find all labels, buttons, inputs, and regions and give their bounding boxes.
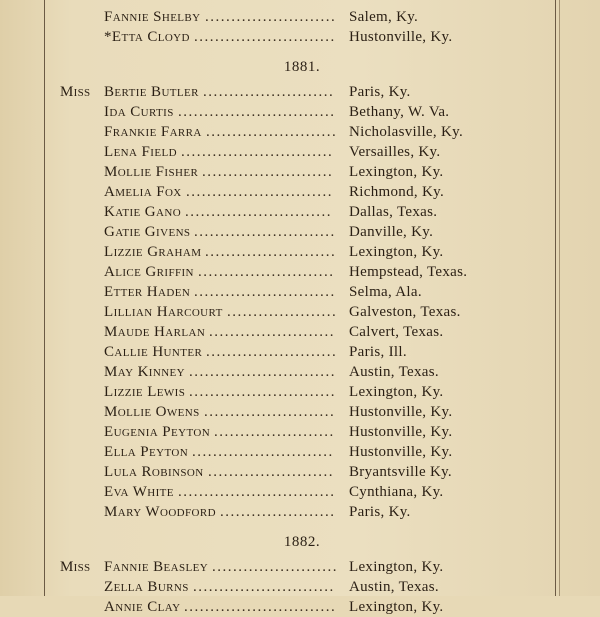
list-item bbox=[0, 577, 600, 597]
list-item bbox=[0, 597, 600, 617]
hometown: Salem, Ky. bbox=[349, 9, 419, 25]
list-item bbox=[0, 122, 600, 142]
list-item bbox=[0, 142, 600, 162]
list-item bbox=[0, 262, 600, 282]
hometown: Hustonville, Ky. bbox=[349, 424, 453, 440]
student-name: Ida Curtis bbox=[104, 104, 174, 120]
year-heading bbox=[0, 532, 600, 552]
leader-dots: ......................... bbox=[205, 9, 337, 25]
list-item bbox=[0, 27, 600, 47]
hometown: Paris, Ky. bbox=[349, 84, 411, 100]
hometown: Lexington, Ky. bbox=[349, 244, 444, 260]
list-item bbox=[0, 482, 600, 502]
hometown: Hustonville, Ky. bbox=[349, 29, 453, 45]
student-name: Callie Hunter bbox=[104, 344, 203, 360]
leader-dots: .............................. bbox=[178, 484, 336, 500]
leader-dots: ......................... bbox=[203, 84, 335, 100]
student-name: Lula Robinson bbox=[104, 464, 204, 480]
year-label: 1881. bbox=[283, 59, 321, 75]
leader-dots: ......................... bbox=[204, 404, 336, 420]
student-name: Bertie Butler bbox=[104, 84, 199, 100]
leader-dots: ............................. bbox=[181, 144, 334, 160]
list-item bbox=[0, 7, 600, 27]
hometown: Lexington, Ky. bbox=[349, 164, 444, 180]
list-item bbox=[0, 557, 600, 577]
leader-dots: ......................... bbox=[202, 164, 334, 180]
hometown: Lexington, Ky. bbox=[349, 599, 444, 615]
student-name: Zella Burns bbox=[104, 579, 189, 595]
hometown: Austin, Texas. bbox=[349, 364, 439, 380]
student-name: Frankie Farra bbox=[104, 124, 202, 140]
hometown: Hempstead, Texas. bbox=[349, 264, 468, 280]
student-name: Mollie Fisher bbox=[104, 164, 199, 180]
list-item bbox=[0, 402, 600, 422]
leader-dots: ........................ bbox=[208, 464, 334, 480]
hometown: Nicholasville, Ky. bbox=[349, 124, 463, 140]
hometown: Hustonville, Ky. bbox=[349, 444, 453, 460]
list-item bbox=[0, 242, 600, 262]
leader-dots: ..................... bbox=[227, 304, 338, 320]
hometown: Dallas, Texas. bbox=[349, 204, 438, 220]
leader-dots: ............................ bbox=[185, 204, 332, 220]
leader-dots: ........................ bbox=[212, 559, 338, 575]
student-name: Mary Woodford bbox=[104, 504, 216, 520]
hometown: Galveston, Texas. bbox=[349, 304, 461, 320]
list-item bbox=[0, 322, 600, 342]
leader-dots: ........................... bbox=[194, 284, 336, 300]
student-name: Lizzie Graham bbox=[104, 244, 202, 260]
leader-dots: ......................... bbox=[206, 344, 338, 360]
list-item bbox=[0, 362, 600, 382]
student-name: Annie Clay bbox=[104, 599, 181, 615]
student-name: Katie Gano bbox=[104, 204, 182, 220]
hometown: Cynthiana, Ky. bbox=[349, 484, 444, 500]
leader-dots: .............................. bbox=[178, 104, 336, 120]
list-item bbox=[0, 382, 600, 402]
hometown: Versailles, Ky. bbox=[349, 144, 441, 160]
title-prefix: Miss bbox=[60, 559, 91, 575]
student-name: Maude Harlan bbox=[104, 324, 206, 340]
list-item bbox=[0, 82, 600, 102]
hometown: Danville, Ky. bbox=[349, 224, 434, 240]
leader-dots: ............................ bbox=[186, 184, 333, 200]
student-name: Ella Peyton bbox=[104, 444, 189, 460]
hometown: Austin, Texas. bbox=[349, 579, 439, 595]
list-item bbox=[0, 422, 600, 442]
student-name: Alice Griffin bbox=[104, 264, 194, 280]
hometown: Lexington, Ky. bbox=[349, 384, 444, 400]
list-item bbox=[0, 182, 600, 202]
hometown: Paris, Ill. bbox=[349, 344, 407, 360]
student-name: Fannie Beasley bbox=[104, 559, 209, 575]
student-name: Mollie Owens bbox=[104, 404, 200, 420]
list-item bbox=[0, 302, 600, 322]
hometown: Richmond, Ky. bbox=[349, 184, 445, 200]
student-name: Fannie Shelby bbox=[104, 9, 201, 25]
leader-dots: ............................ bbox=[189, 384, 336, 400]
student-name: Lillian Harcourt bbox=[104, 304, 223, 320]
list-item bbox=[0, 502, 600, 522]
student-name: May Kinney bbox=[104, 364, 186, 380]
leader-dots: ........................... bbox=[192, 444, 334, 460]
student-name: *Etta Cloyd bbox=[104, 29, 190, 45]
list-item bbox=[0, 202, 600, 222]
hometown: Selma, Ala. bbox=[349, 284, 422, 300]
title-prefix: Miss bbox=[60, 84, 91, 100]
list-item bbox=[0, 342, 600, 362]
list-item bbox=[0, 222, 600, 242]
leader-dots: ....................... bbox=[214, 424, 335, 440]
student-name: Eva White bbox=[104, 484, 174, 500]
leader-dots: ........................... bbox=[193, 579, 335, 595]
list-item bbox=[0, 162, 600, 182]
leader-dots: ......................... bbox=[206, 124, 338, 140]
student-name: Etter Haden bbox=[104, 284, 191, 300]
student-name: Eugenia Peyton bbox=[104, 424, 211, 440]
hometown: Hustonville, Ky. bbox=[349, 404, 453, 420]
student-name: Lena Field bbox=[104, 144, 177, 160]
leader-dots: ............................ bbox=[189, 364, 336, 380]
leader-dots: ........................ bbox=[209, 324, 335, 340]
student-name: Lizzie Lewis bbox=[104, 384, 186, 400]
hometown: Bethany, W. Va. bbox=[349, 104, 450, 120]
hometown: Bryantsville Ky. bbox=[349, 464, 452, 480]
hometown: Calvert, Texas. bbox=[349, 324, 444, 340]
leader-dots: .......................... bbox=[198, 264, 335, 280]
leader-dots: ........................... bbox=[194, 224, 336, 240]
leader-dots: ............................. bbox=[184, 599, 337, 615]
leader-dots: ........................... bbox=[194, 29, 336, 45]
student-name: Gatie Givens bbox=[104, 224, 191, 240]
hometown: Paris, Ky. bbox=[349, 504, 411, 520]
year-heading bbox=[0, 57, 600, 77]
student-name: Amelia Fox bbox=[104, 184, 182, 200]
list-item bbox=[0, 282, 600, 302]
hometown: Lexington, Ky. bbox=[349, 559, 444, 575]
list-item bbox=[0, 462, 600, 482]
leader-dots: ......................... bbox=[205, 244, 337, 260]
list-item bbox=[0, 442, 600, 462]
year-label: 1882. bbox=[283, 534, 321, 550]
list-item bbox=[0, 102, 600, 122]
leader-dots: ...................... bbox=[220, 504, 336, 520]
